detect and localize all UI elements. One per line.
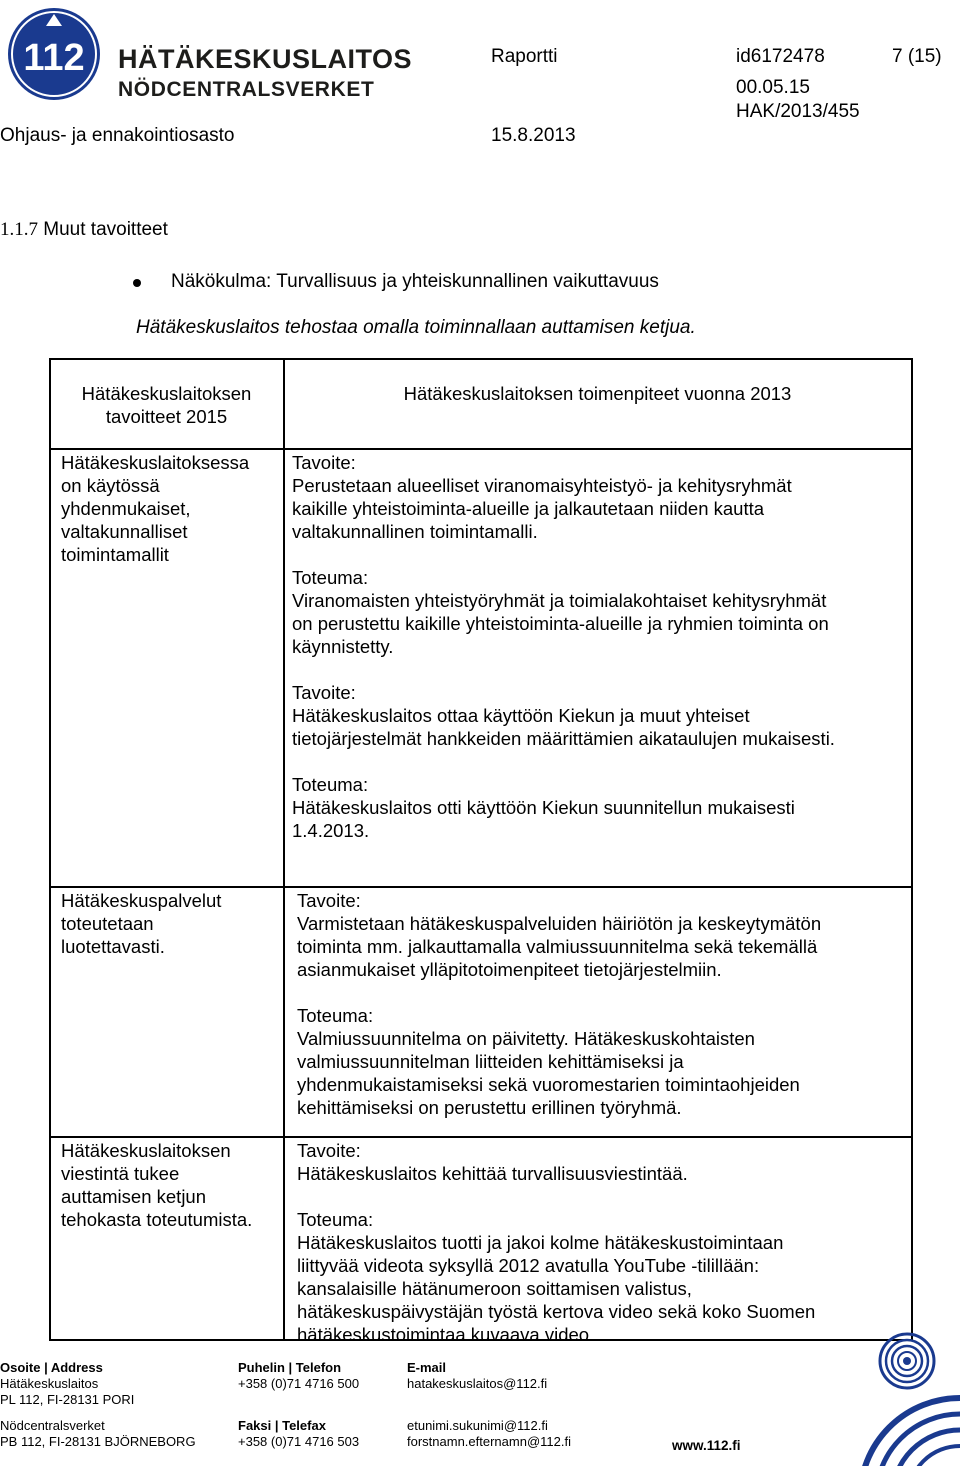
column-header-goals: Hätäkeskuslaitoksen tavoitteet 2015: [81, 383, 252, 427]
footer-address: Osoite | Address Hätäkeskuslaitos PL 112, FI-28131 PORI Nödcentralsverket PB 112, FI-28131 BJÖRNEBORG: [0, 1360, 196, 1449]
department: Ohjaus- ja ennakointiosasto: [0, 125, 235, 146]
row3-goal: Hätäkeskuslaitoksen viestintä tukee auttamisen ketjun tehokasta toteutumista.: [61, 1140, 253, 1230]
document-type: Raportti: [491, 46, 558, 67]
bullet-icon: [133, 279, 141, 287]
header-date-top: 00.05.15: [736, 77, 810, 98]
table-border-right: [911, 358, 913, 1340]
seal-large-icon: [850, 1388, 960, 1466]
row2-goal: Hätäkeskuspalvelut toteutetaan luotettavasti.: [61, 890, 222, 957]
page-footer: [0, 1358, 960, 1466]
footer-website-link[interactable]: www.112.fi: [672, 1438, 741, 1453]
logo-number: 112: [23, 37, 85, 79]
table-row1-divider: [49, 886, 912, 888]
row1-actions: [292, 451, 907, 865]
row3-actions: [297, 1139, 909, 1346]
organization-logo: [0, 4, 413, 104]
footer-phone: Puhelin | Telefon +358 (0)71 4716 500 Faksi | Telefax +358 (0)71 4716 503: [238, 1360, 360, 1449]
section-number: 1.1.7: [0, 219, 38, 240]
table-column-divider: [283, 358, 285, 1340]
row1-result-2: Toteuma: Hätäkeskuslaitos otti käyttöön Kiekun suunnitellun mukaisesti 1.4.2013.: [292, 774, 795, 841]
footer-email: E-mail hatakeskuslaitos@112.fi etunimi.sukunimi@112.fi forstnamn.efternamn@112.fi: [407, 1360, 571, 1449]
reference-number: HAK/2013/455: [736, 101, 860, 122]
row1-goal: Hätäkeskuslaitoksessa on käytössä yhdenmukaiset, valtakunnalliset toimintamallit: [61, 452, 250, 565]
row1-target-1: Tavoite: Perustetaan alueelliset viranomaisyhteistyö- ja kehitysryhmät kaikille yhteistoiminta-alueille ja jalkautetaan niiden kautta valtakunnallinen toimintamalli.: [292, 452, 792, 542]
column-header-actions: Hätäkeskuslaitoksen toimenpiteet vuonna 2013: [403, 383, 792, 404]
table-border-top: [49, 358, 912, 360]
document-id: id6172478: [736, 46, 825, 67]
row2-actions: [297, 889, 909, 1119]
bullet-text: Näkökulma: Turvallisuus ja yhteiskunnallinen vaikuttavuus: [171, 271, 659, 292]
table-row2-divider: [49, 1136, 912, 1138]
intro-text: Hätäkeskuslaitos tehostaa omalla toiminnallaan auttamisen ketjua.: [136, 317, 696, 338]
section-heading: [0, 219, 168, 241]
section-title: Muut tavoitteet: [43, 219, 168, 240]
table-border-left: [49, 358, 51, 1340]
row1-result-1: Toteuma: Viranomaisten yhteistyöryhmät ja toimialakohtaiset kehitysryhmät on perustettu kaikille yhteistoiminta-alueille ja ryhmien toiminta on käynnistetty.: [292, 567, 829, 657]
row2-target: Tavoite: Varmistetaan hätäkeskuspalveluiden häiriötön ja keskeytymätön toiminta mm. jalkauttamalla valmiussuunnitelma sekä tekemällä asianmukaiset ylläpitotoimenpiteet tietojärjestelmiin.: [297, 890, 822, 980]
row3-result: Toteuma: Hätäkeskuslaitos tuotti ja jakoi kolme hätäkeskustoimintaan liittyvää videota syksyllä 2012 avatulla YouTube -tilillään: kansalaisille hätänumeroon soittamisen valistus, hätäkeskuspäivystäjän työstä kertova video sekä koko Suomen hätäkeskustoimintaa kuvaava video.: [297, 1209, 816, 1345]
logo-subtitle: NÖDCENTRALSVERKET: [118, 78, 375, 101]
table-header-divider: [49, 448, 912, 450]
page-number: 7 (15): [892, 46, 942, 67]
seal-small-icon: [878, 1332, 936, 1390]
document-date: 15.8.2013: [491, 125, 576, 146]
emblem-112-icon: [0, 4, 108, 104]
logo-name: HÄTÄKESKUSLAITOS: [118, 44, 413, 74]
row1-target-2: Tavoite: Hätäkeskuslaitos ottaa käyttöön Kiekun ja muut yhteiset tietojärjestelmät hankkeiden määrittämien aikataulujen mukaisesti.: [292, 682, 835, 749]
row2-result: Toteuma: Valmiussuunnitelma on päivitetty. Hätäkeskuskohtaisten valmiussuunnitelman liitteiden kehittämiseksi ja yhdenmukaistamiseksi sekä vuoromestarien toimintaohjeiden kehittämiseksi on perustettu erillinen työryhmä.: [297, 1005, 800, 1118]
footer-email-link[interactable]: hatakeskuslaitos@112.fi: [407, 1376, 548, 1391]
row3-target: Tavoite: Hätäkeskuslaitos kehittää turvallisuusviestintää.: [297, 1140, 688, 1184]
